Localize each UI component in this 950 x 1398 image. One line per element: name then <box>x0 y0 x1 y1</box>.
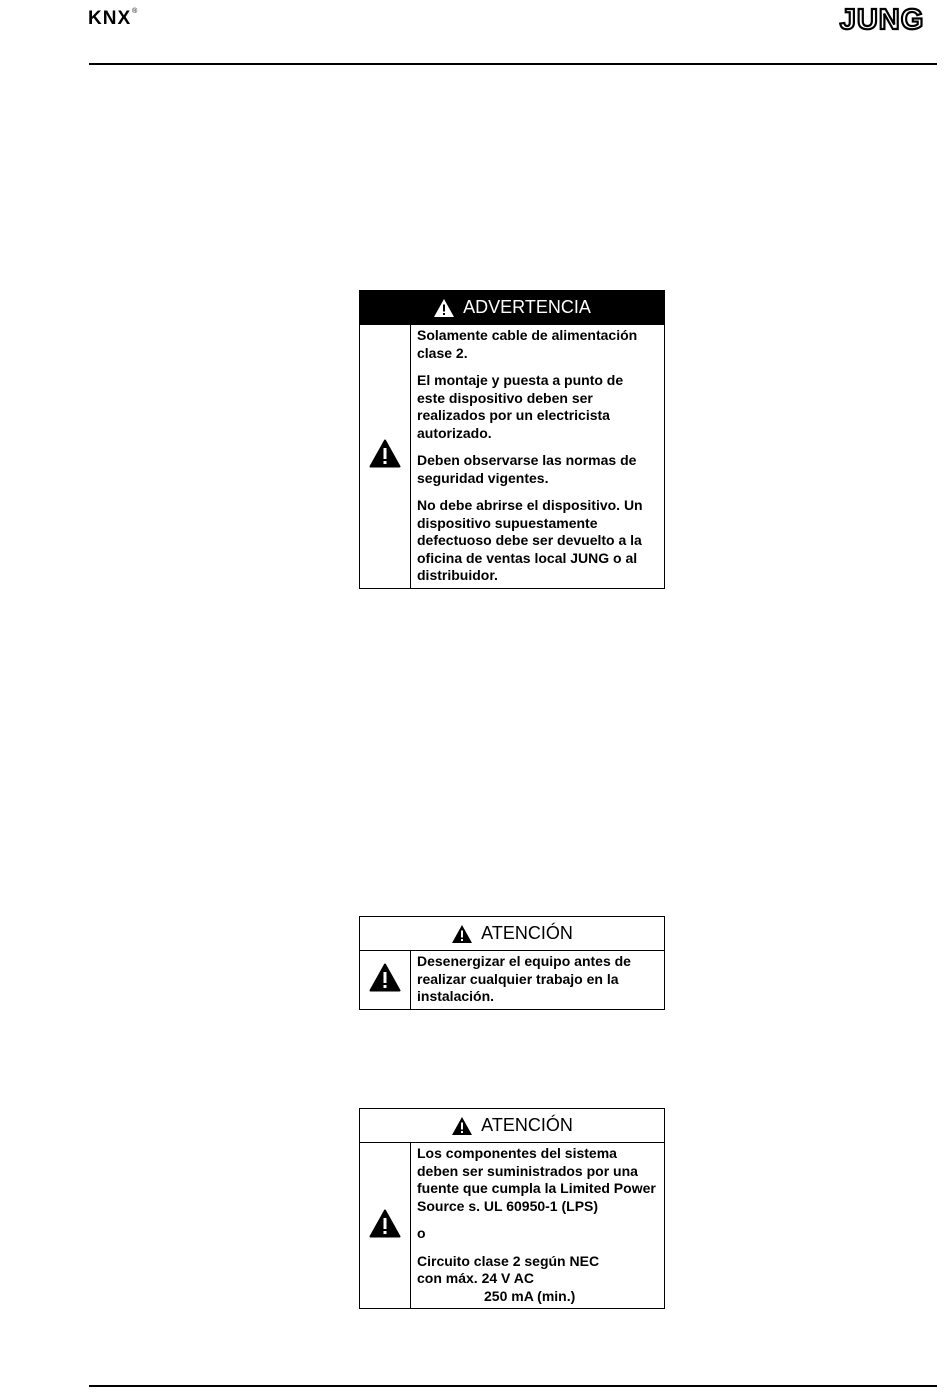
notice-paragraph: Desenergizar el equipo antes de realizar cualquier trabajo en la instalación. <box>417 953 631 1004</box>
notice-paragraph: con máx. 24 V AC <box>417 1270 534 1286</box>
svg-text:JUNG: JUNG <box>839 6 925 32</box>
notice-paragraph: Circuito clase 2 según NEC <box>417 1252 600 1269</box>
warning-triangle-icon <box>369 963 401 997</box>
warning-triangle-icon <box>369 439 401 473</box>
notice-title: ATENCIÓN <box>481 1115 573 1135</box>
notice-paragraph: No debe abrirse el dispositivo. Un dispositivo supuestamente defectuoso debe ser devuelto a la oficina de ventas local JUNG o al distribuidor. <box>417 497 643 583</box>
warning-triangle-icon <box>451 1116 473 1136</box>
knx-logo: KNX® <box>88 7 139 29</box>
warning-triangle-icon <box>369 1209 401 1243</box>
notice-paragraph: 250 mA (min.) <box>484 1287 576 1304</box>
notice-header <box>360 917 664 951</box>
notice-title: ATENCIÓN <box>481 923 573 943</box>
caution-notice <box>359 916 665 1010</box>
jung-logo <box>829 6 935 37</box>
warning-triangle-icon <box>433 298 455 318</box>
footer-rule <box>89 1385 937 1387</box>
caution-notice <box>359 1108 665 1309</box>
notice-paragraph: o <box>417 1225 426 1241</box>
notice-header <box>360 1109 664 1143</box>
notice-title: ADVERTENCIA <box>463 297 591 317</box>
notice-paragraph: Deben observarse las normas de seguridad vigentes. <box>417 452 637 486</box>
warning-triangle-icon <box>451 924 473 944</box>
notice-header <box>360 291 664 325</box>
notice-paragraph: Solamente cable de alimentación clase 2. <box>417 327 638 361</box>
header-rule <box>89 63 937 65</box>
warning-notice <box>359 290 665 589</box>
notice-paragraph: El montaje y puesta a punto de este dispositivo deben ser realizados por un electricista autorizado. <box>417 372 624 441</box>
notice-paragraph: Los componentes del sistema deben ser suministrados por una fuente que cumpla la Limited Power Source s. UL 60950-1 (LPS) <box>417 1145 656 1214</box>
